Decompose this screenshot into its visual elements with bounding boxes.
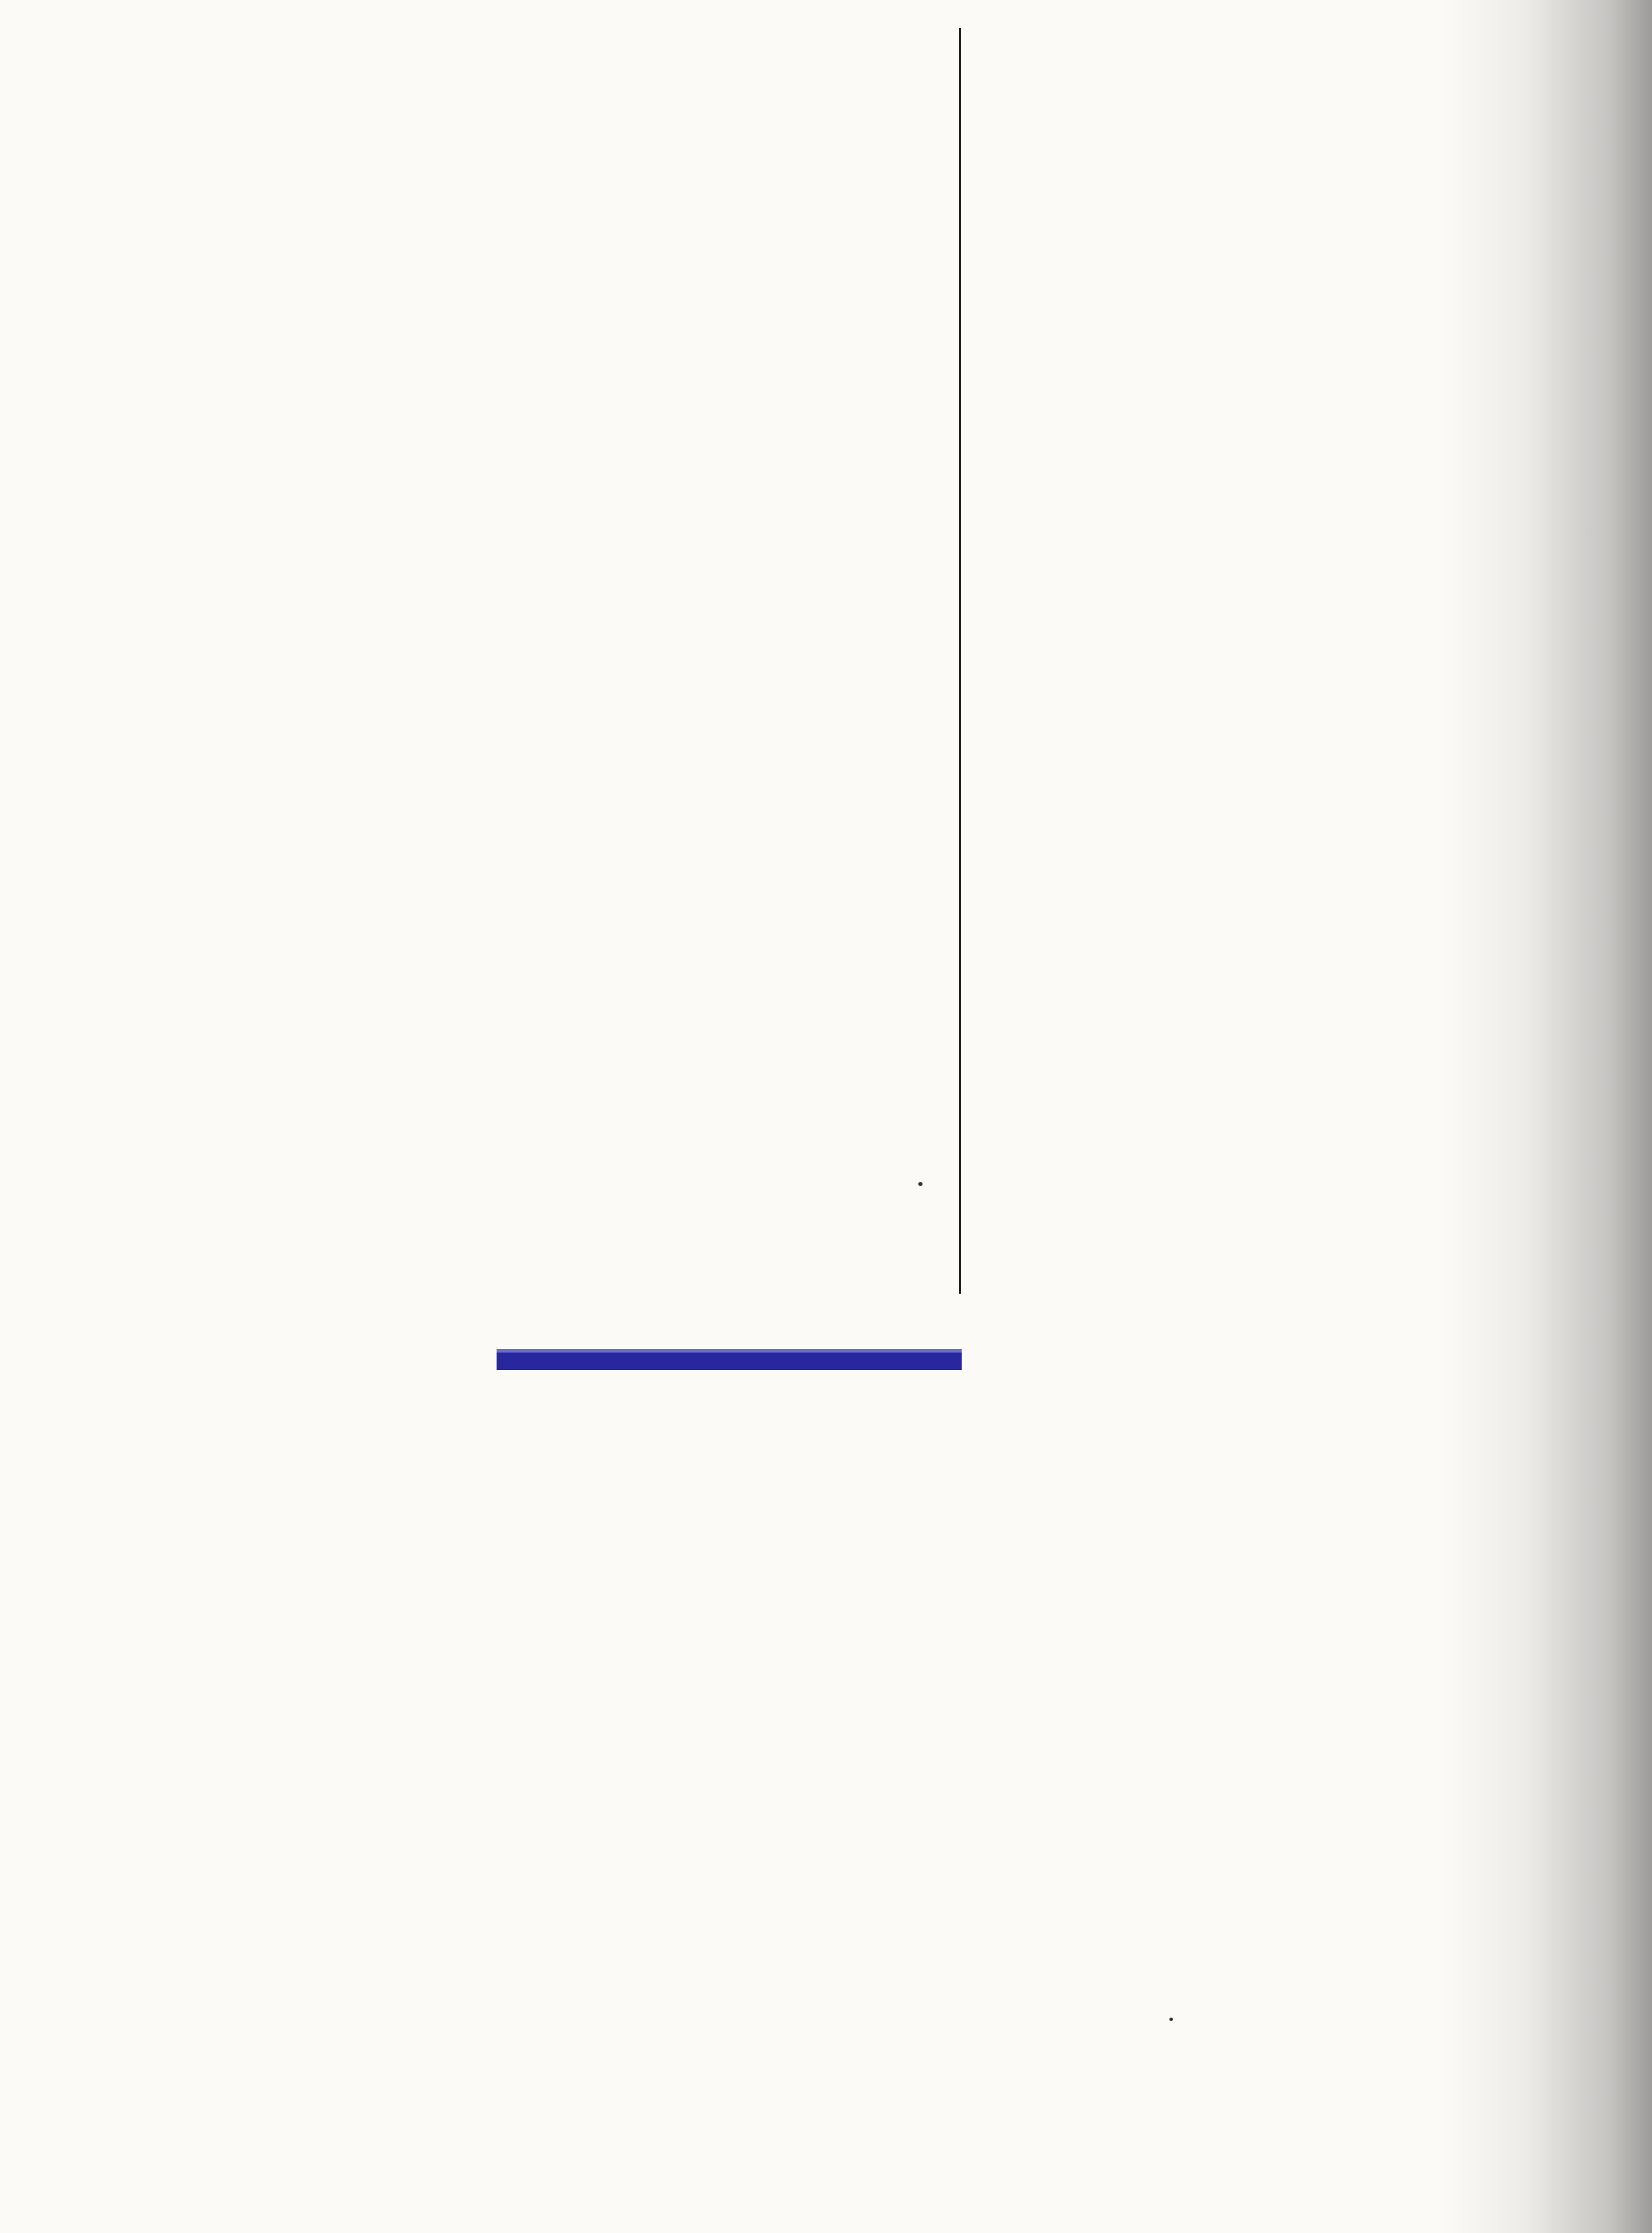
heading-block [114, 396, 883, 452]
page-fold-shadow [1442, 0, 1652, 2233]
column-divider [959, 28, 961, 1294]
print-speck [918, 1182, 923, 1186]
subhead-rule [497, 1353, 962, 1370]
print-speck [1169, 2018, 1173, 2021]
kicker [114, 396, 883, 445]
